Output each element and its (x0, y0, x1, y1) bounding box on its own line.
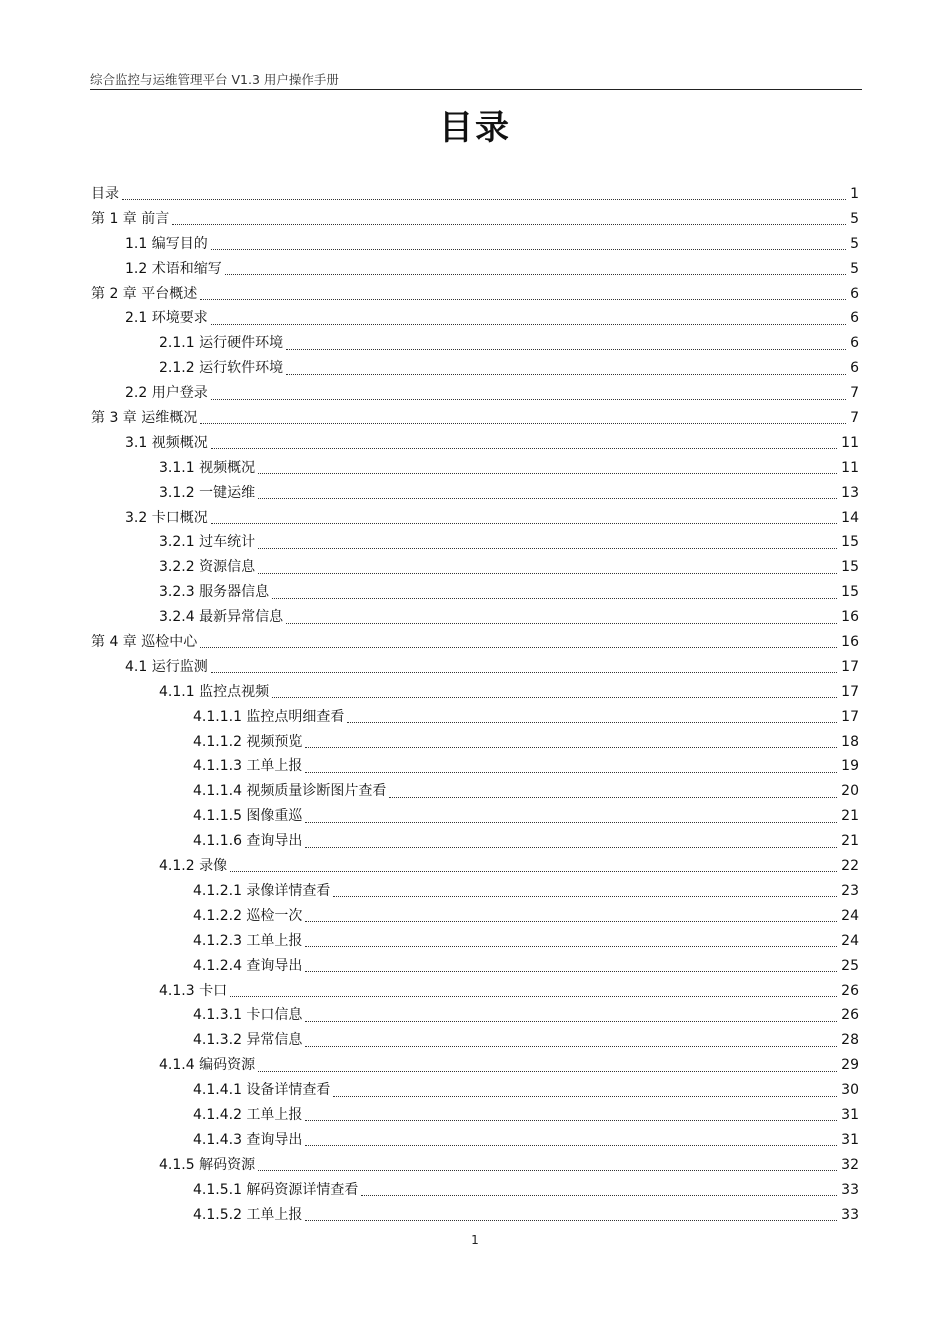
toc-entry[interactable] (0, 431, 950, 456)
toc-entry[interactable] (0, 904, 950, 929)
toc-dot-leader (122, 198, 846, 200)
toc-entry-page: 23 (841, 882, 859, 899)
toc-entry[interactable] (0, 705, 950, 730)
toc-dot-leader (305, 970, 837, 972)
toc-entry-page: 24 (841, 907, 859, 924)
toc-entry-page: 19 (841, 758, 859, 775)
toc-entry-label: 2.1.2 运行软件环境 (159, 360, 284, 377)
toc-entry-label: 4.1.5.1 解码资源详情查看 (193, 1181, 359, 1198)
toc-entry-label: 4.1.2.2 巡检一次 (193, 907, 303, 924)
toc-entry-label: 4.1.1.4 视频质量诊断图片查看 (193, 783, 387, 800)
toc-entry-label: 4.1.4.3 查询导出 (193, 1131, 303, 1148)
toc-entry-page: 30 (841, 1082, 859, 1099)
toc-entry-page: 31 (841, 1131, 859, 1148)
toc-entry-page: 6 (850, 310, 859, 327)
toc-entry[interactable] (0, 779, 950, 804)
toc-entry-page: 18 (841, 733, 859, 750)
toc-entry[interactable] (0, 680, 950, 705)
toc-dot-leader (389, 796, 837, 798)
toc-entry-label: 4.1.3 卡口 (159, 982, 228, 999)
toc-entry-page: 6 (850, 360, 859, 377)
toc-entry-page: 26 (841, 982, 859, 999)
toc-entry-page: 5 (850, 260, 859, 277)
toc-entry-page: 21 (841, 808, 859, 825)
toc-entry-label: 4.1.5 解码资源 (159, 1156, 256, 1173)
toc-entry-page: 25 (841, 957, 859, 974)
toc-dot-leader (272, 597, 837, 599)
toc-entry-label: 4.1.2.3 工单上报 (193, 932, 303, 949)
toc-entry[interactable] (0, 232, 950, 257)
toc-dot-leader (200, 298, 846, 300)
toc-entry-page: 17 (841, 658, 859, 675)
toc-dot-leader (172, 223, 846, 225)
toc-entry-label: 1.1 编写目的 (125, 235, 208, 252)
toc-dot-leader (305, 1119, 837, 1121)
toc-entry-label: 1.2 术语和缩写 (125, 260, 222, 277)
toc-entry[interactable] (0, 630, 950, 655)
toc-entry-page: 32 (841, 1156, 859, 1173)
toc-dot-leader (286, 348, 846, 350)
toc-entry[interactable] (0, 257, 950, 282)
toc-entry-page: 24 (841, 932, 859, 949)
toc-entry[interactable] (0, 481, 950, 506)
toc-dot-leader (225, 273, 846, 275)
toc-entry[interactable] (0, 381, 950, 406)
toc-entry[interactable] (0, 306, 950, 331)
toc-dot-leader (305, 1144, 837, 1146)
toc-dot-leader (258, 472, 837, 474)
toc-entry[interactable] (0, 979, 950, 1004)
toc-entry-page: 5 (850, 210, 859, 227)
toc-dot-leader (200, 422, 846, 424)
toc-entry[interactable] (0, 804, 950, 829)
toc-entry-label: 2.1 环境要求 (125, 310, 208, 327)
toc-entry-page: 1 (850, 186, 859, 202)
toc-dot-leader (305, 746, 837, 748)
toc-entry-label: 4.1.5.2 工单上报 (193, 1206, 303, 1223)
toc-entry-label: 4.1 运行监测 (125, 658, 208, 675)
toc-entry-page: 15 (841, 559, 859, 576)
toc-dot-leader (200, 646, 837, 648)
toc-entry[interactable] (0, 879, 950, 904)
toc-dot-leader (286, 622, 837, 624)
toc-entry[interactable] (0, 1078, 950, 1103)
toc-entry-label: 第 1 章 前言 (91, 210, 170, 227)
toc-dot-leader (333, 1095, 837, 1097)
toc-entry-label: 3.2.1 过车统计 (159, 534, 256, 551)
toc-dot-leader (211, 398, 846, 400)
toc-entry-label: 第 4 章 巡检中心 (91, 634, 198, 651)
toc-dot-leader (258, 572, 837, 574)
toc-dot-leader (305, 920, 837, 922)
toc-entry-label: 4.1.4.2 工单上报 (193, 1106, 303, 1123)
page-title: 目录 (439, 108, 511, 148)
table-of-contents (0, 182, 950, 1227)
toc-dot-leader (258, 547, 837, 549)
toc-entry-page: 33 (841, 1206, 859, 1223)
toc-entry-label: 4.1.1 监控点视频 (159, 683, 270, 700)
toc-entry-label: 3.2 卡口概况 (125, 509, 208, 526)
toc-entry-page: 6 (850, 285, 859, 302)
toc-dot-leader (211, 323, 846, 325)
toc-entry[interactable] (0, 1153, 950, 1178)
toc-dot-leader (305, 1219, 837, 1221)
toc-entry-label: 4.1.2 录像 (159, 858, 228, 875)
toc-entry[interactable] (0, 506, 950, 531)
toc-dot-leader (211, 522, 837, 524)
toc-entry-page: 11 (841, 434, 859, 451)
toc-entry-page: 7 (850, 410, 859, 427)
toc-entry[interactable] (0, 1028, 950, 1053)
toc-entry-page: 33 (841, 1181, 859, 1198)
toc-entry[interactable] (0, 854, 950, 879)
toc-dot-leader (305, 945, 837, 947)
toc-entry-label: 4.1.2.1 录像详情查看 (193, 882, 331, 899)
toc-entry-page: 22 (841, 858, 859, 875)
toc-entry-label: 4.1.3.2 异常信息 (193, 1032, 303, 1049)
toc-entry-page: 5 (850, 235, 859, 252)
toc-entry-page: 6 (850, 335, 859, 352)
toc-entry-page: 20 (841, 783, 859, 800)
toc-entry-label: 4.1.1.2 视频预览 (193, 733, 303, 750)
toc-dot-leader (305, 846, 837, 848)
toc-entry[interactable] (0, 655, 950, 680)
toc-entry-page: 14 (841, 509, 859, 526)
toc-dot-leader (305, 821, 837, 823)
toc-entry-page: 15 (841, 534, 859, 551)
toc-entry-page: 13 (841, 484, 859, 501)
toc-entry-page: 21 (841, 833, 859, 850)
toc-entry-page: 31 (841, 1106, 859, 1123)
toc-entry-label: 第 2 章 平台概述 (91, 285, 198, 302)
toc-entry[interactable] (0, 331, 950, 356)
toc-entry[interactable] (0, 580, 950, 605)
page-number: 1 (471, 1233, 479, 1247)
toc-entry-label: 3.1 视频概况 (125, 434, 208, 451)
toc-entry-page: 17 (841, 708, 859, 725)
header-rule (90, 89, 862, 90)
toc-entry-label: 4.1.1.6 查询导出 (193, 833, 303, 850)
toc-dot-leader (272, 696, 837, 698)
toc-entry[interactable] (0, 282, 950, 307)
toc-entry-label: 3.1.2 一键运维 (159, 484, 256, 501)
toc-dot-leader (211, 671, 837, 673)
toc-entry[interactable] (0, 954, 950, 979)
toc-dot-leader (286, 373, 846, 375)
toc-entry[interactable] (0, 1203, 950, 1228)
toc-entry[interactable] (0, 1128, 950, 1153)
toc-dot-leader (305, 771, 837, 773)
toc-dot-leader (258, 497, 837, 499)
toc-entry-label: 2.2 用户登录 (125, 385, 208, 402)
toc-entry[interactable] (0, 1103, 950, 1128)
toc-dot-leader (258, 1070, 837, 1072)
toc-entry[interactable] (0, 356, 950, 381)
toc-entry-label: 2.1.1 运行硬件环境 (159, 335, 284, 352)
toc-entry-page: 7 (850, 385, 859, 402)
toc-entry-label: 3.2.3 服务器信息 (159, 584, 270, 601)
toc-entry[interactable] (0, 730, 950, 755)
toc-entry-label: 4.1.1.1 监控点明细查看 (193, 708, 345, 725)
toc-entry-label: 4.1.2.4 查询导出 (193, 957, 303, 974)
toc-entry-page: 16 (841, 634, 859, 651)
toc-entry[interactable] (0, 456, 950, 481)
toc-dot-leader (305, 1045, 837, 1047)
toc-entry[interactable] (0, 929, 950, 954)
toc-entry-label: 4.1.1.3 工单上报 (193, 758, 303, 775)
toc-entry-label: 第 3 章 运维概况 (91, 410, 198, 427)
toc-entry-label: 4.1.4.1 设备详情查看 (193, 1082, 331, 1099)
toc-dot-leader (333, 895, 837, 897)
toc-entry-label: 3.2.2 资源信息 (159, 559, 256, 576)
toc-dot-leader (361, 1194, 837, 1196)
toc-entry-label: 3.1.1 视频概况 (159, 459, 256, 476)
toc-entry[interactable] (0, 555, 950, 580)
toc-entry-label: 4.1.3.1 卡口信息 (193, 1007, 303, 1024)
toc-entry[interactable] (0, 406, 950, 431)
toc-entry[interactable] (0, 1178, 950, 1203)
toc-dot-leader (230, 870, 837, 872)
toc-dot-leader (258, 1169, 837, 1171)
toc-entry[interactable] (0, 754, 950, 779)
toc-entry-page: 16 (841, 609, 859, 626)
toc-entry-page: 17 (841, 683, 859, 700)
toc-entry[interactable] (0, 829, 950, 854)
toc-dot-leader (347, 721, 837, 723)
toc-entry-label: 4.1.4 编码资源 (159, 1057, 256, 1074)
running-header: 综合监控与运维管理平台 V1.3 用户操作手册 (90, 72, 339, 87)
toc-entry-label: 目录 (91, 186, 119, 202)
toc-dot-leader (305, 1020, 837, 1022)
toc-entry[interactable] (0, 1003, 950, 1028)
toc-entry-page: 29 (841, 1057, 859, 1074)
toc-dot-leader (211, 447, 837, 449)
toc-entry-label: 3.2.4 最新异常信息 (159, 609, 284, 626)
toc-entry-label: 4.1.1.5 图像重巡 (193, 808, 303, 825)
toc-entry[interactable] (0, 530, 950, 555)
toc-dot-leader (211, 248, 846, 250)
toc-entry-page: 28 (841, 1032, 859, 1049)
toc-entry-page: 26 (841, 1007, 859, 1024)
toc-entry[interactable] (0, 1053, 950, 1078)
toc-entry[interactable] (0, 605, 950, 630)
toc-entry-page: 15 (841, 584, 859, 601)
toc-entry[interactable] (0, 182, 950, 207)
toc-dot-leader (230, 995, 837, 997)
toc-entry-page: 11 (841, 459, 859, 476)
toc-entry[interactable] (0, 207, 950, 232)
